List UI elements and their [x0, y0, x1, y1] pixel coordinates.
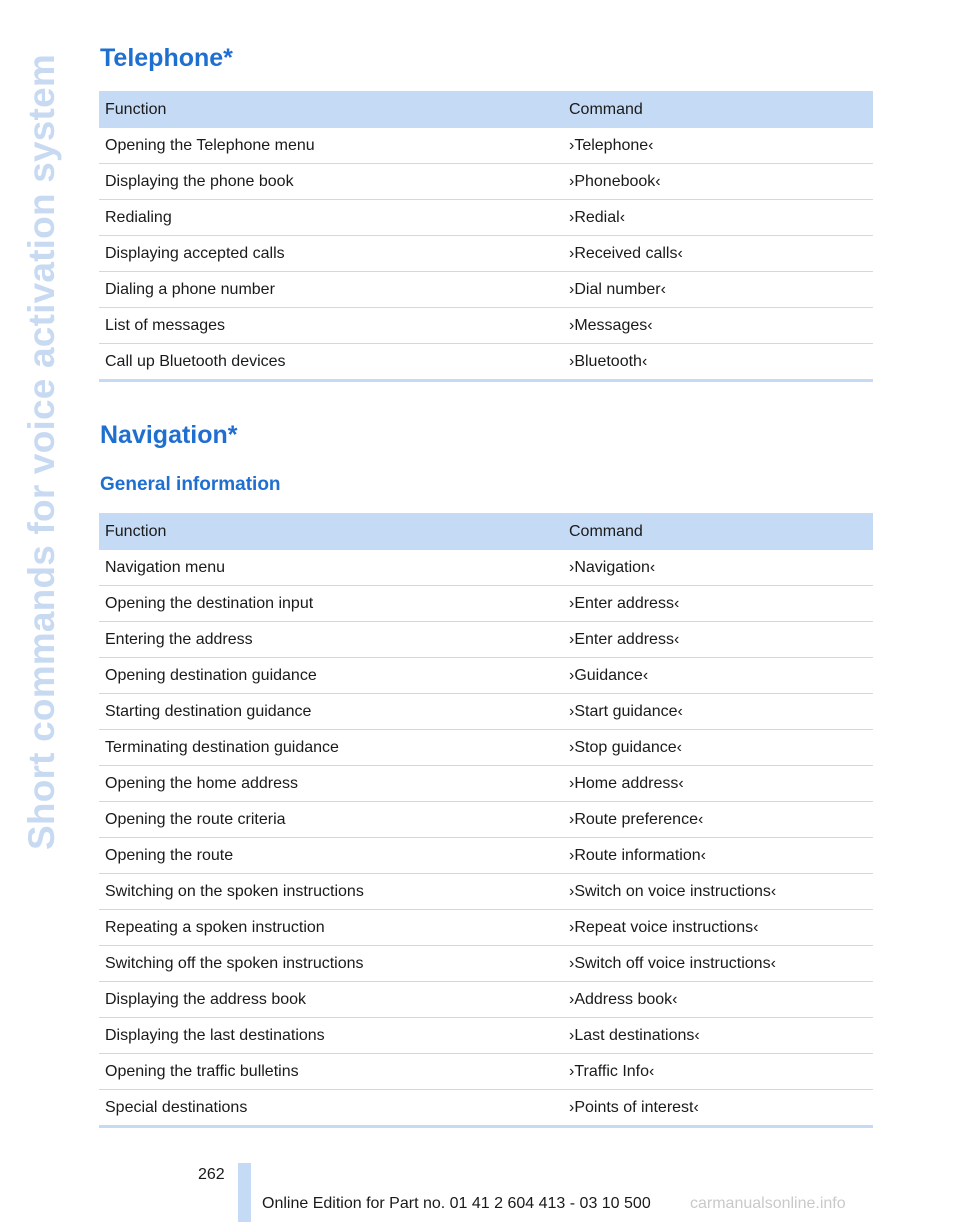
function-cell: Switching on the spoken instructions — [99, 874, 563, 910]
table-row — [99, 128, 873, 164]
function-cell: Redialing — [99, 200, 563, 236]
page-number: 262 — [198, 1166, 225, 1183]
function-cell: Dialing a phone number — [99, 272, 563, 308]
table-row — [99, 910, 873, 946]
function-cell: Opening the Telephone menu — [99, 128, 563, 164]
command-cell: ›Switch off voice instructions‹ — [563, 946, 873, 982]
command-cell: ›Received calls‹ — [563, 236, 873, 272]
table-header-row — [99, 91, 873, 128]
table-row — [99, 308, 873, 344]
command-cell: ›Last destinations‹ — [563, 1018, 873, 1054]
command-cell: ›Dial number‹ — [563, 272, 873, 308]
command-cell: ›Redial‹ — [563, 200, 873, 236]
command-cell: ›Repeat voice instructions‹ — [563, 910, 873, 946]
command-cell: ›Guidance‹ — [563, 658, 873, 694]
table-row — [99, 982, 873, 1018]
table-row — [99, 838, 873, 874]
table-row — [99, 550, 873, 586]
command-cell: ›Traffic Info‹ — [563, 1054, 873, 1090]
command-column-header: Command — [563, 91, 873, 128]
command-cell: ›Address book‹ — [563, 982, 873, 1018]
table-row — [99, 586, 873, 622]
function-cell: Switching off the spoken instructions — [99, 946, 563, 982]
command-cell: ›Home address‹ — [563, 766, 873, 802]
command-cell: ›Phonebook‹ — [563, 164, 873, 200]
command-cell: ›Messages‹ — [563, 308, 873, 344]
navigation-heading: Navigation* — [100, 421, 238, 449]
table-row — [99, 802, 873, 838]
command-cell: ›Enter address‹ — [563, 622, 873, 658]
side-section-tab — [20, 44, 64, 860]
function-cell: Repeating a spoken instruction — [99, 910, 563, 946]
function-cell: Navigation menu — [99, 550, 563, 586]
function-cell: Displaying the phone book — [99, 164, 563, 200]
function-cell: Opening destination guidance — [99, 658, 563, 694]
function-cell: List of messages — [99, 308, 563, 344]
table-row — [99, 236, 873, 272]
table-row — [99, 874, 873, 910]
function-cell: Entering the address — [99, 622, 563, 658]
table-row — [99, 344, 873, 381]
table-row — [99, 1090, 873, 1127]
telephone-heading: Telephone* — [100, 44, 233, 72]
general-information-subheading: General information — [100, 474, 281, 495]
table-row — [99, 1018, 873, 1054]
function-column-header: Function — [99, 513, 563, 550]
function-cell: Special destinations — [99, 1090, 563, 1127]
command-cell: ›Telephone‹ — [563, 128, 873, 164]
table-row — [99, 730, 873, 766]
table-row — [99, 766, 873, 802]
table-row — [99, 272, 873, 308]
watermark: carmanualsonline.info — [690, 1195, 846, 1212]
telephone-commands-table — [99, 91, 873, 382]
command-cell: ›Start guidance‹ — [563, 694, 873, 730]
table-row — [99, 946, 873, 982]
function-cell: Opening the route — [99, 838, 563, 874]
function-cell: Terminating destination guidance — [99, 730, 563, 766]
function-cell: Displaying the last destinations — [99, 1018, 563, 1054]
command-cell: ›Route preference‹ — [563, 802, 873, 838]
table-row — [99, 694, 873, 730]
footer-accent-bar — [238, 1163, 251, 1222]
command-cell: ›Route information‹ — [563, 838, 873, 874]
function-cell: Displaying accepted calls — [99, 236, 563, 272]
function-cell: Displaying the address book — [99, 982, 563, 1018]
command-column-header: Command — [563, 513, 873, 550]
navigation-commands-table — [99, 513, 873, 1128]
function-cell: Opening the home address — [99, 766, 563, 802]
function-cell: Opening the traffic bulletins — [99, 1054, 563, 1090]
command-cell: ›Bluetooth‹ — [563, 344, 873, 381]
command-cell: ›Navigation‹ — [563, 550, 873, 586]
table-header-row — [99, 513, 873, 550]
table-row — [99, 1054, 873, 1090]
function-cell: Call up Bluetooth devices — [99, 344, 563, 381]
function-cell: Opening the route criteria — [99, 802, 563, 838]
table-row — [99, 164, 873, 200]
table-row — [99, 622, 873, 658]
command-cell: ›Switch on voice instructions‹ — [563, 874, 873, 910]
function-column-header: Function — [99, 91, 563, 128]
command-cell: ›Enter address‹ — [563, 586, 873, 622]
side-section-label: Short commands for voice activation system — [21, 54, 63, 850]
command-cell: ›Points of interest‹ — [563, 1090, 873, 1127]
table-row — [99, 658, 873, 694]
function-cell: Starting destination guidance — [99, 694, 563, 730]
command-cell: ›Stop guidance‹ — [563, 730, 873, 766]
function-cell: Opening the destination input — [99, 586, 563, 622]
table-row — [99, 200, 873, 236]
edition-note: Online Edition for Part no. 01 41 2 604 413 - 03 10 500 — [262, 1195, 651, 1212]
